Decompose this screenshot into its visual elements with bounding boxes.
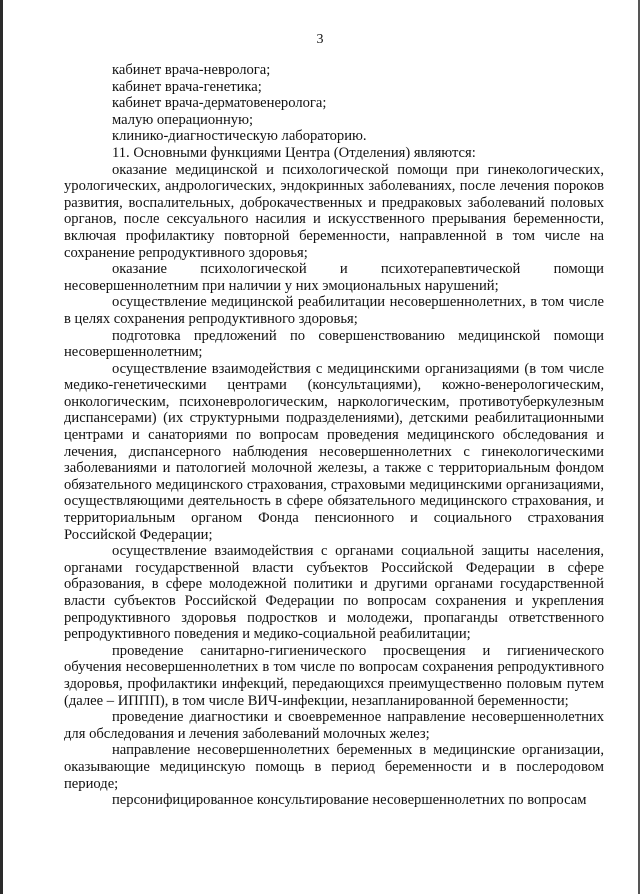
function-paragraph: оказание медицинской и психологической помощи при гинекологических, урологических, андрологических, эндокринных заболеваниях, после лечения пороков развития, воспалительных, доброкачественных и предраковых заболеваний половых органов, после сексуального насилия и искусственного прерывания беременности, включая профилактику повторной беременности, направленной в том числе на сохранение репродуктивного здоровья; [64, 161, 604, 261]
list-item: малую операционную; [112, 111, 254, 128]
function-paragraph: осуществление медицинской реабилитации несовершеннолетних, в том числе в целях сохранения репродуктивного здоровья; [64, 294, 604, 327]
list-item: клинико-диагностическую лабораторию. [112, 128, 367, 145]
function-paragraph: направление несовершеннолетних беременных в медицинские организации, оказывающие медицинскую помощь в период беременности и в послеродовом периоде; [64, 742, 604, 792]
function-paragraph: проведение диагностики и своевременное направление несовершеннолетних для обследования и лечения заболеваний молочных желез; [64, 709, 604, 742]
function-paragraph: персонифицированное консультирование несовершеннолетних по вопросам [112, 792, 587, 809]
list-item: кабинет врача-дерматовенеролога; [112, 95, 327, 112]
function-paragraph: осуществление взаимодействия с медицинскими организациями (в том числе медико-генетическими центрами (консультациями), кожно-венерологическим, онкологическим, психоневрологическим, наркологическим, противотуберкулезным диспансерами) (их структурными подразделениями), детскими реабилитационными центрами и санаториями по вопросам проведения медицинского обследования и лечения, диспансерного наблюдения несовершеннолетних с гинекологическими заболеваниями и патологией молочной железы, а также с территориальным фондом обязательного медицинского страхования, страховыми медицинскими организациями, осуществляющими деятельность в сфере обязательного медицинского страхования, и территориальным органом Фонда пенсионного и социального страхования Российской Федерации; [64, 360, 604, 543]
function-paragraph: подготовка предложений по совершенствованию медицинской помощи несовершеннолетним; [64, 327, 604, 361]
section-heading: 11. Основными функциями Центра (Отделения) являются: [112, 144, 476, 161]
scan-left-edge [0, 0, 3, 894]
list-item: кабинет врача-невролога; [112, 62, 271, 78]
function-paragraph: проведение санитарно-гигиенического просвещения и гигиенического обучения несовершеннолетних в том числе по вопросам сохранения репродуктивного здоровья, профилактики инфекций, передающихся преимущественно половым путем (далее – ИППП), в том числе ВИЧ-инфекции, незапланированной беременности; [64, 642, 604, 709]
list-item: кабинет врача-генетика; [112, 78, 262, 95]
function-paragraph: оказание психологической и психотерапевтической помощи несовершеннолетним при наличии у них эмоциональных нарушений; [64, 261, 604, 294]
document-body [64, 62, 604, 809]
function-paragraph: осуществление взаимодействия с органами социальной защиты населения, органами государственной власти субъектов Российской Федерации в сфере образования, в сфере молодежной политики и другими органами государственной власти субъектов Российской Федерации по вопросам сохранения и укрепления репродуктивного здоровья подростков и молодежи, пропаганды ответственного репродуктивного поведения и медико-социальной реабилитации; [64, 543, 604, 643]
page-number: 3 [316, 32, 324, 47]
